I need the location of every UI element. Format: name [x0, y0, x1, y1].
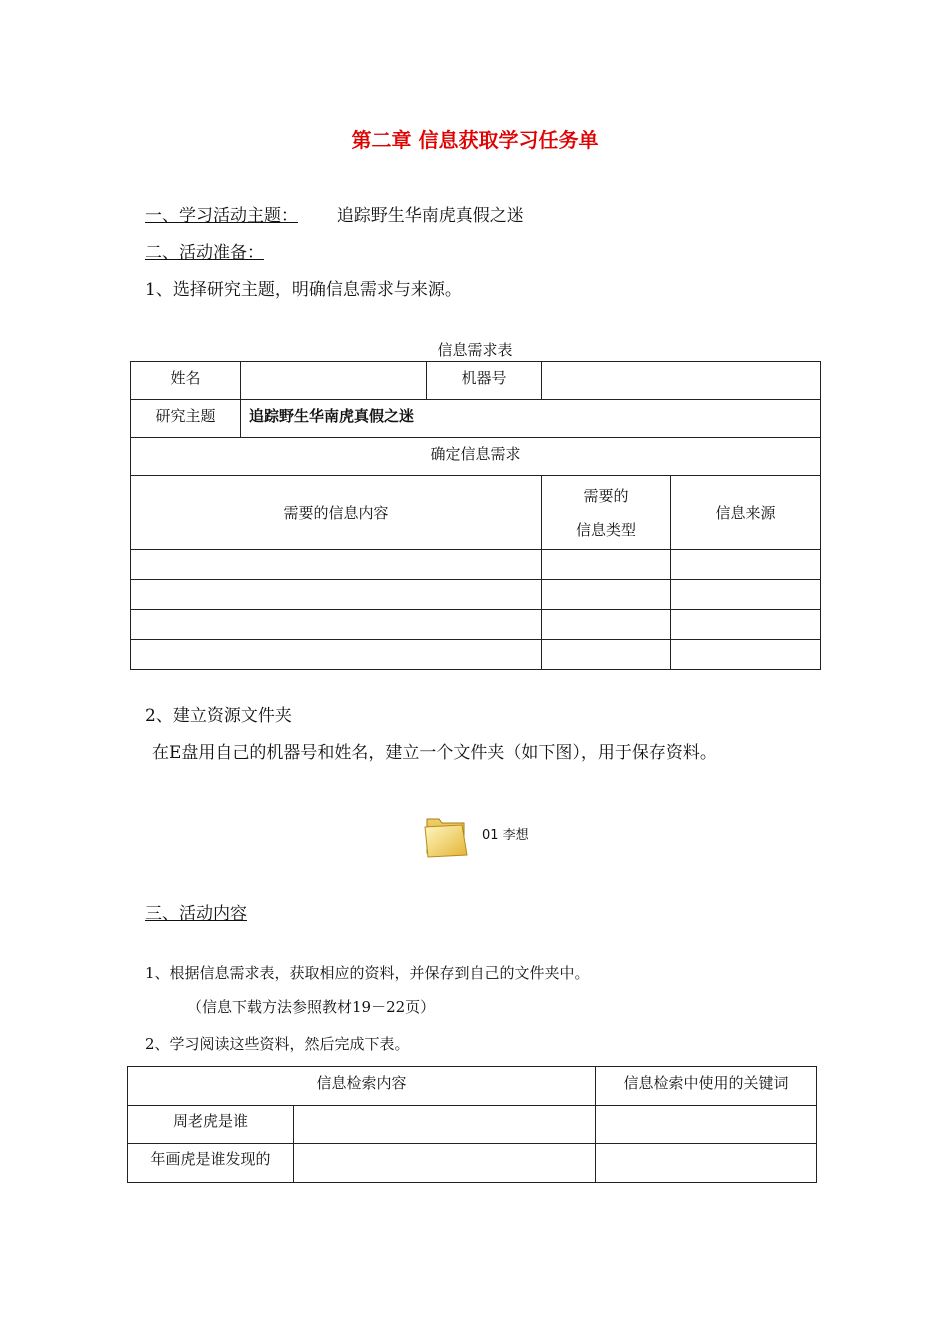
table-row [128, 1106, 817, 1144]
table-row [128, 1144, 817, 1183]
machine-cell[interactable] [542, 362, 821, 400]
table-row [131, 362, 821, 400]
content-cell[interactable] [131, 610, 542, 640]
type-cell[interactable] [542, 580, 671, 610]
source-cell[interactable] [671, 550, 821, 580]
keyword-row-label: 年画虎是谁发现的 [128, 1144, 294, 1183]
table-row [131, 580, 821, 610]
section3-step1-note: （信息下载方法参照教材19－22页） [187, 998, 436, 1016]
section3-step1: 1、根据信息需求表，获取相应的资料，并保存到自己的文件夹中。 [145, 964, 590, 982]
source-cell[interactable] [671, 610, 821, 640]
machine-label: 机器号 [427, 362, 542, 400]
section2-step2-desc: 在E盘用自己的机器号和姓名，建立一个文件夹（如下图），用于保存资料。 [152, 743, 717, 763]
needs-header: 确定信息需求 [131, 438, 821, 476]
keyword-content-cell[interactable] [294, 1106, 596, 1144]
info-needs-table [130, 361, 821, 670]
col-type-line2: 信息类型 [575, 520, 636, 539]
table-caption: 信息需求表 [437, 341, 513, 359]
type-cell[interactable] [542, 640, 671, 670]
keyword-cell[interactable] [596, 1144, 817, 1183]
table-row [131, 400, 821, 438]
topic-value: 追踪野生华南虎真假之迷 [241, 400, 821, 438]
table-row [131, 610, 821, 640]
keyword-row-label: 周老虎是谁 [128, 1106, 294, 1144]
keyword-cell[interactable] [596, 1106, 817, 1144]
topic-label: 研究主题 [131, 400, 241, 438]
table-row [131, 476, 821, 550]
col-type-line1: 需要的 [583, 486, 629, 505]
table-row [131, 550, 821, 580]
section2-step1: 1、选择研究主题，明确信息需求与来源。 [145, 280, 462, 300]
col-type-header [542, 476, 671, 550]
table-row [131, 438, 821, 476]
keyword-content-cell[interactable] [294, 1144, 596, 1183]
section1-row [145, 201, 524, 226]
keyword-col-keywords: 信息检索中使用的关键词 [596, 1067, 817, 1106]
section2-label: 二、活动准备： [145, 243, 264, 263]
section1-label: 一、学习活动主题： [145, 206, 298, 226]
content-cell[interactable] [131, 550, 542, 580]
content-cell[interactable] [131, 640, 542, 670]
section3-step2: 2、学习阅读这些资料，然后完成下表。 [145, 1035, 410, 1053]
page-title: 第二章 信息获取学习任务单 [351, 128, 599, 152]
section2-step2: 2、建立资源文件夹 [145, 706, 292, 726]
table-row [131, 640, 821, 670]
type-cell[interactable] [542, 610, 671, 640]
section1-theme: 追踪野生华南虎真假之迷 [336, 206, 524, 226]
folder-icon[interactable] [424, 813, 468, 859]
col-source-header: 信息来源 [671, 476, 821, 550]
source-cell[interactable] [671, 640, 821, 670]
section3-label: 三、活动内容 [145, 904, 247, 924]
keyword-col-content: 信息检索内容 [128, 1067, 596, 1106]
col-content-header: 需要的信息内容 [131, 476, 542, 550]
content-cell[interactable] [131, 580, 542, 610]
name-label: 姓名 [131, 362, 241, 400]
name-cell[interactable] [241, 362, 427, 400]
keyword-table [127, 1066, 817, 1183]
folder-label[interactable]: 01 李想 [482, 828, 529, 843]
source-cell[interactable] [671, 580, 821, 610]
table-row [128, 1067, 817, 1106]
type-cell[interactable] [542, 550, 671, 580]
